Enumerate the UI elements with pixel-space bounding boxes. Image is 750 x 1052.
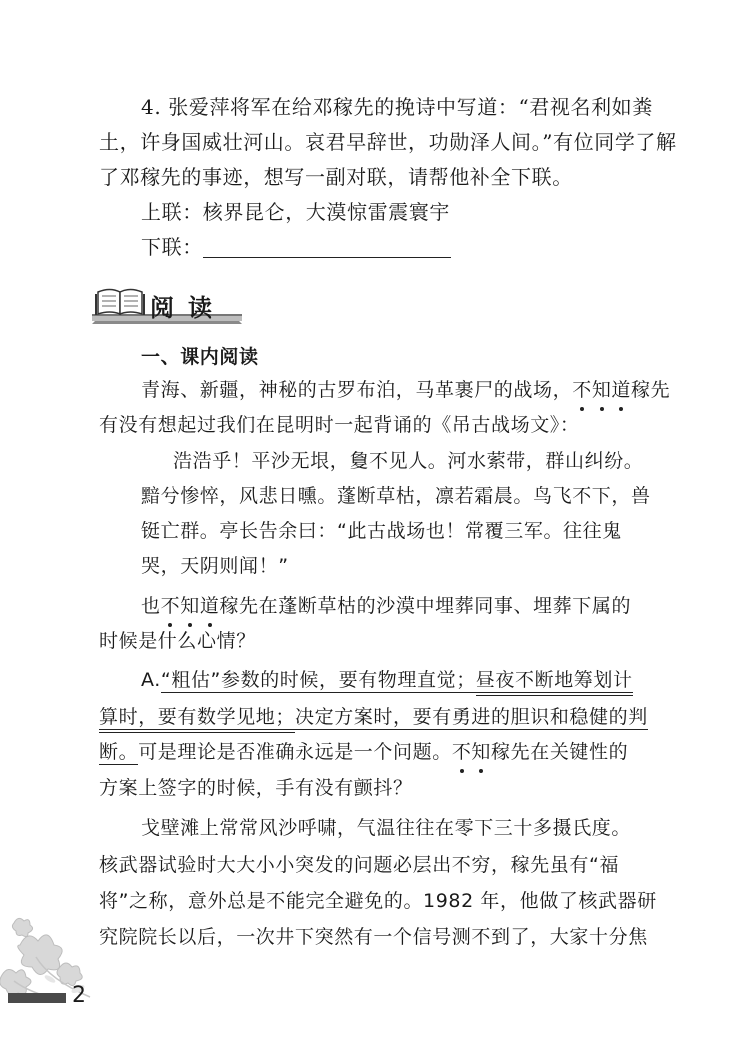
underline-1: “粗估”参数的时候，要有物理直觉；	[160, 669, 476, 691]
underline-3b: 断。	[99, 741, 139, 763]
dotted-emphasis	[161, 595, 220, 617]
passage-pA-line-1: A.“粗估”参数的时候，要有物理直觉；昼夜不断地筹划计	[141, 666, 633, 694]
lower-couplet-label: 下联：	[141, 235, 203, 259]
dotted-emphasis	[452, 741, 491, 763]
passage-p4-line-1: 戈壁滩上常常风沙呼啸，气温往往在零下三十多摄氏度。	[141, 817, 632, 839]
footer-bar	[8, 993, 66, 1003]
quote-line-3: 铤亡群。亭长告余曰：“此古战场也！常覆三军。往往鬼	[141, 520, 622, 542]
passage-p2-line-2: 时候是什么心情？	[99, 630, 256, 652]
passage-pA-line-3: 断。可是理论是否准确永远是一个问题。不知稼先在关键性的	[99, 738, 628, 766]
upper-couplet: 上联：核界昆仑，大漠惊雷震寰宇	[141, 200, 450, 224]
quote-line-4: 哭，天阴则闻！”	[141, 555, 289, 577]
dotted-char: 不	[452, 738, 472, 766]
passage-pA-line-4: 方案上签字的时候，手有没有颤抖？	[99, 777, 413, 799]
lower-couplet-answer-blank[interactable]	[203, 235, 451, 258]
subsection-title: 一、课内阅读	[141, 346, 259, 368]
page-number: 2	[72, 983, 86, 1008]
question-4-line-3: 了邓稼先的事迹，想写一副对联，请帮他补全下联。	[99, 165, 573, 189]
question-4-line-1: 4. 张爱萍将军在给邓稼先的挽诗中写道：“君视名利如粪	[141, 95, 653, 119]
underline-3: 决定方案时，要有勇进的胆识和稳健的判	[295, 706, 648, 728]
quote-line-1: 浩浩乎！平沙无垠，敻不见人。河水萦带，群山纠纷。	[173, 450, 644, 472]
quote-line-2: 黯兮惨悴，风悲日曛。蓬断草枯，凛若霜晨。鸟飞不下，兽	[141, 485, 651, 507]
passage-p4-line-2: 核武器试验时大大小小突发的问题必层出不穷，稼先虽有“福	[99, 854, 620, 876]
passage-pA-line-2	[99, 703, 648, 731]
passage-p1-line-1: 青海、新疆，神秘的古罗布泊，马革裹尸的战场，不知道稼先	[141, 376, 670, 404]
double-underline-2b: 算时，要有数学见地；	[99, 706, 295, 733]
dotted-emphasis	[572, 379, 631, 401]
dotted-char: 知	[592, 376, 612, 404]
double-underline-2a: 昼夜不断地筹划计	[476, 669, 633, 696]
dotted-char: 道	[611, 376, 631, 404]
dotted-char: 知	[471, 738, 491, 766]
section-title: 阅读	[150, 294, 226, 322]
dotted-char: 不	[161, 592, 181, 620]
passage-p4-line-3: 将”之称，意外总是不能完全避免的。1982 年，他做了核武器研	[99, 890, 657, 912]
passage-p4-line-4: 究院院长以后，一次井下突然有一个信号测不到了，大家十分焦	[99, 926, 648, 948]
open-book-icon	[96, 290, 144, 316]
question-4-line-2: 土，许身国威壮河山。哀君早辞世，功勋泽人间。”有位同学了解	[99, 130, 677, 154]
dotted-char: 知	[180, 592, 200, 620]
passage-p1-line-2: 有没有想起过我们在昆明时一起背诵的《吊古战场文》：	[99, 414, 580, 436]
flower-ornament-icon	[0, 905, 110, 1005]
dotted-char: 道	[200, 592, 220, 620]
passage-p2-line-1: 也不知道稼先在蓬断草枯的沙漠中埋葬同事、埋葬下属的	[141, 592, 631, 620]
dotted-char: 不	[572, 376, 592, 404]
lower-couplet-row	[141, 233, 451, 261]
